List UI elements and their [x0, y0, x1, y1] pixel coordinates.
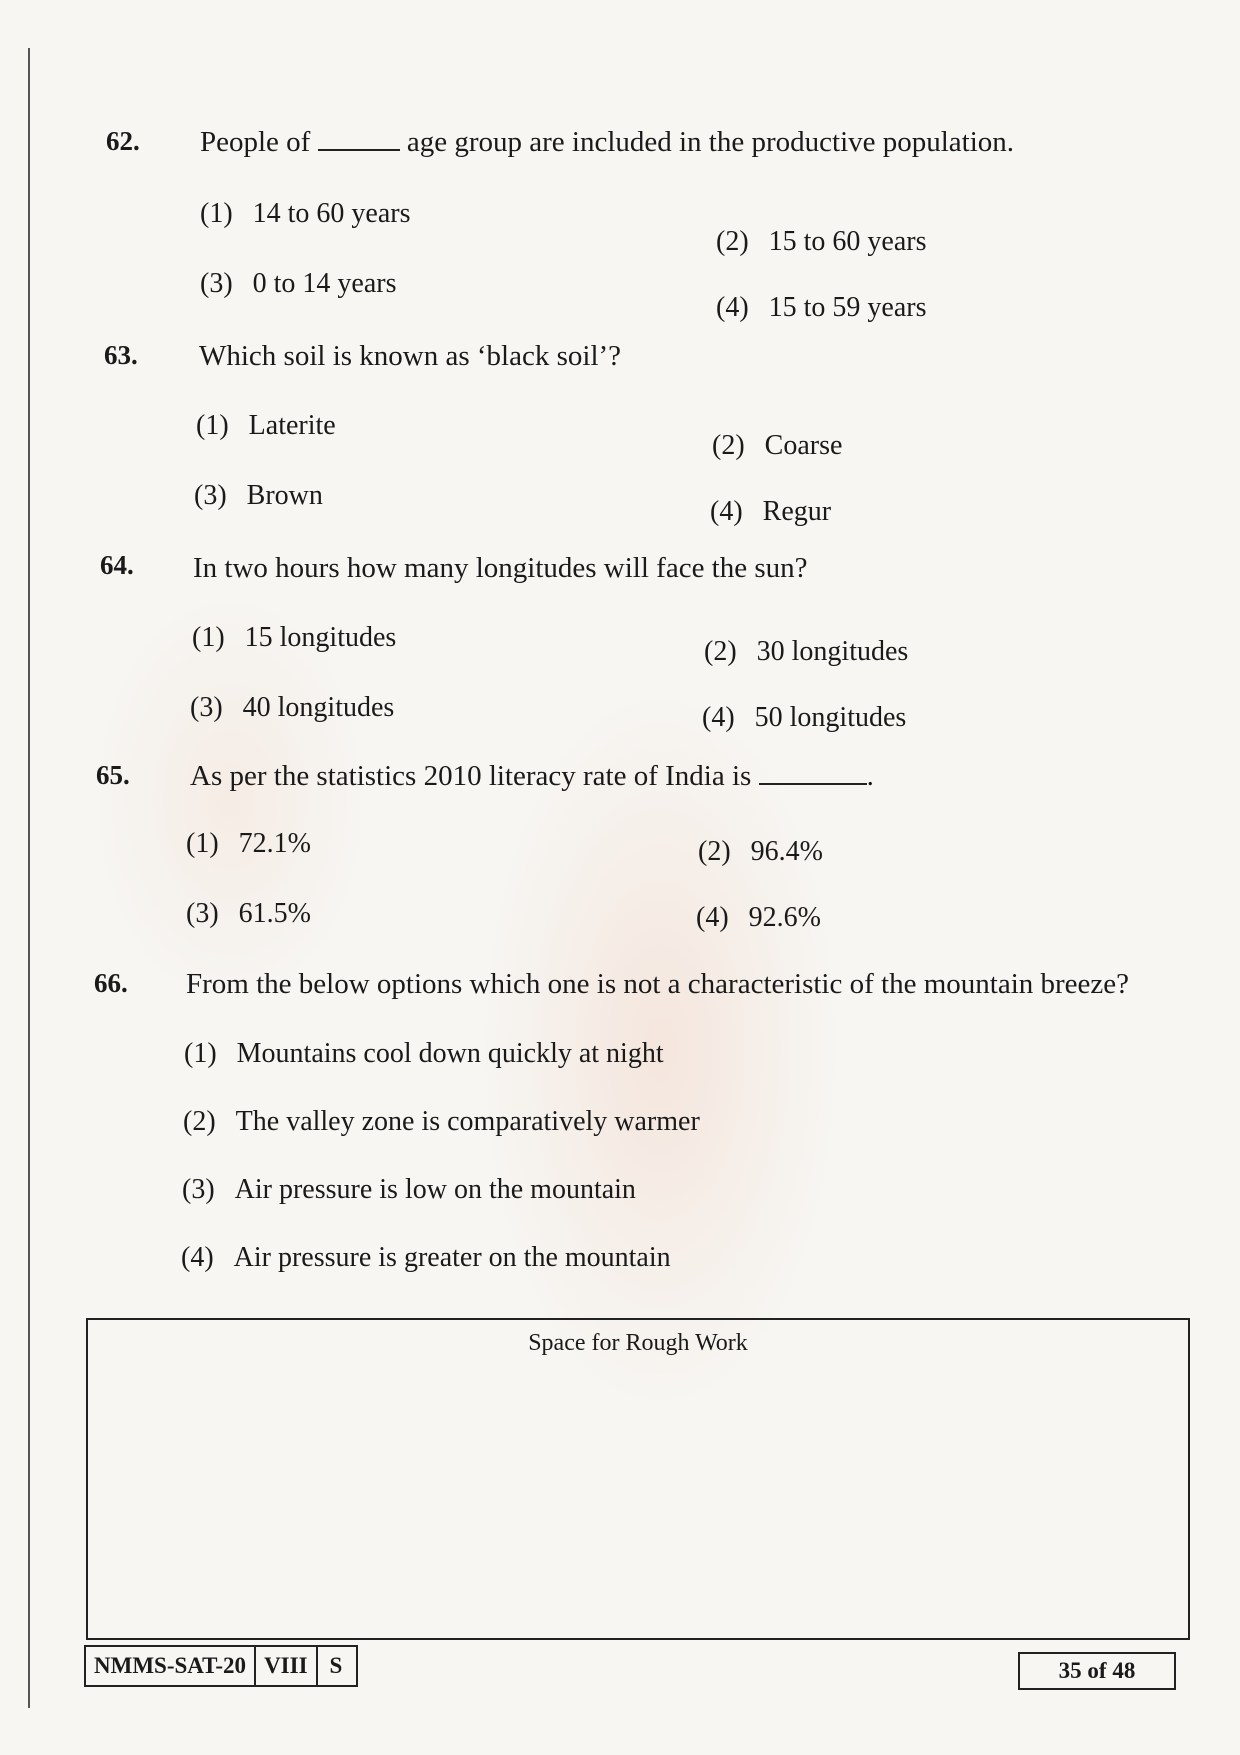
- option-number: (4): [181, 1242, 214, 1273]
- question-65-option-3[interactable]: [186, 898, 311, 930]
- option-text: 96.4%: [750, 836, 823, 867]
- option-number: (2): [704, 636, 737, 667]
- option-text: Mountains cool down quickly at night: [236, 1038, 664, 1069]
- option-text: 92.6%: [748, 902, 821, 933]
- option-text: 15 longitudes: [244, 622, 397, 653]
- question-62-blank: [318, 149, 400, 151]
- option-text: 40 longitudes: [242, 692, 395, 723]
- rough-work-title: Space for Rough Work: [528, 1330, 748, 1356]
- question-66-text: From the below options which one is not a characteristic of the mountain breeze?: [186, 968, 1130, 1000]
- footer-exam-code: [84, 1645, 358, 1687]
- option-number: (4): [716, 292, 749, 323]
- question-62-number: 62.: [106, 126, 140, 156]
- question-62-option-1[interactable]: [200, 198, 411, 230]
- rough-work-box: [86, 1318, 1190, 1640]
- option-number: (1): [184, 1038, 217, 1069]
- left-margin-line: [28, 48, 30, 1708]
- question-65-option-2[interactable]: [698, 836, 823, 868]
- option-number: (4): [696, 902, 729, 933]
- question-62-text-after: age group are included in the productive population.: [406, 126, 1015, 158]
- footer-page-number: 35 of 48: [1018, 1652, 1176, 1690]
- option-number: (1): [196, 410, 229, 441]
- question-66-option-2[interactable]: [183, 1106, 700, 1138]
- option-number: (3): [182, 1174, 215, 1205]
- option-text: 61.5%: [238, 898, 311, 929]
- question-62-option-2[interactable]: [716, 226, 927, 258]
- option-text: 15 to 59 years: [768, 292, 927, 323]
- question-65-text: [190, 762, 874, 791]
- option-text: Laterite: [248, 410, 336, 441]
- question-64-number: 64.: [100, 550, 134, 580]
- question-64-text: In two hours how many longitudes will face the sun?: [193, 552, 808, 584]
- option-text: 0 to 14 years: [252, 268, 397, 299]
- question-63-number: 63.: [104, 340, 138, 370]
- question-64-option-4[interactable]: [702, 702, 906, 734]
- question-64-option-3[interactable]: [190, 692, 394, 724]
- option-number: (2): [183, 1106, 216, 1137]
- option-number: (3): [186, 898, 219, 929]
- question-65-text-before: As per the statistics 2010 literacy rate of India is: [190, 760, 752, 792]
- question-64-option-1[interactable]: [192, 622, 396, 654]
- question-62-text-before: People of: [200, 126, 311, 158]
- option-text: 15 to 60 years: [768, 226, 927, 257]
- question-63-option-4[interactable]: [710, 496, 831, 528]
- question-65-option-4[interactable]: [696, 902, 821, 934]
- option-text: 14 to 60 years: [252, 198, 411, 229]
- option-text: Coarse: [764, 430, 843, 461]
- option-number: (2): [698, 836, 731, 867]
- option-number: (3): [200, 268, 233, 299]
- question-65-number: 65.: [96, 760, 130, 790]
- option-text: Brown: [246, 480, 323, 511]
- option-text: 30 longitudes: [756, 636, 909, 667]
- footer-class-text: VIII: [256, 1647, 317, 1685]
- question-63-option-3[interactable]: [194, 480, 323, 512]
- question-63-option-1[interactable]: [196, 410, 336, 442]
- option-text: 50 longitudes: [754, 702, 907, 733]
- option-number: (4): [702, 702, 735, 733]
- question-63-text: Which soil is known as ‘black soil’?: [199, 340, 622, 372]
- question-66-number: 66.: [94, 968, 128, 998]
- option-text: Regur: [762, 496, 832, 527]
- option-text: The valley zone is comparatively warmer: [235, 1106, 700, 1137]
- footer-set-text: S: [329, 1653, 343, 1678]
- question-65-text-after: .: [866, 760, 874, 792]
- question-62-option-4[interactable]: [716, 292, 927, 324]
- question-62-option-3[interactable]: [200, 268, 397, 300]
- question-66-option-1[interactable]: [184, 1038, 664, 1070]
- option-number: (4): [710, 496, 743, 527]
- option-number: (3): [190, 692, 223, 723]
- question-63-option-2[interactable]: [712, 430, 842, 462]
- option-number: (3): [194, 480, 227, 511]
- option-number: (2): [716, 226, 749, 257]
- option-number: (1): [200, 198, 233, 229]
- option-text: Air pressure is low on the mountain: [234, 1174, 636, 1205]
- footer-code-text: NMMS-SAT-20: [86, 1647, 256, 1685]
- option-number: (1): [186, 828, 219, 859]
- option-text: 72.1%: [238, 828, 311, 859]
- option-number: (1): [192, 622, 225, 653]
- question-65-blank: [759, 783, 867, 785]
- question-62-text: [200, 128, 1014, 157]
- option-number: (2): [712, 430, 745, 461]
- question-65-option-1[interactable]: [186, 828, 311, 860]
- question-66-option-4[interactable]: [181, 1242, 671, 1274]
- option-text: Air pressure is greater on the mountain: [233, 1242, 671, 1273]
- question-64-option-2[interactable]: [704, 636, 908, 668]
- question-66-option-3[interactable]: [182, 1174, 636, 1206]
